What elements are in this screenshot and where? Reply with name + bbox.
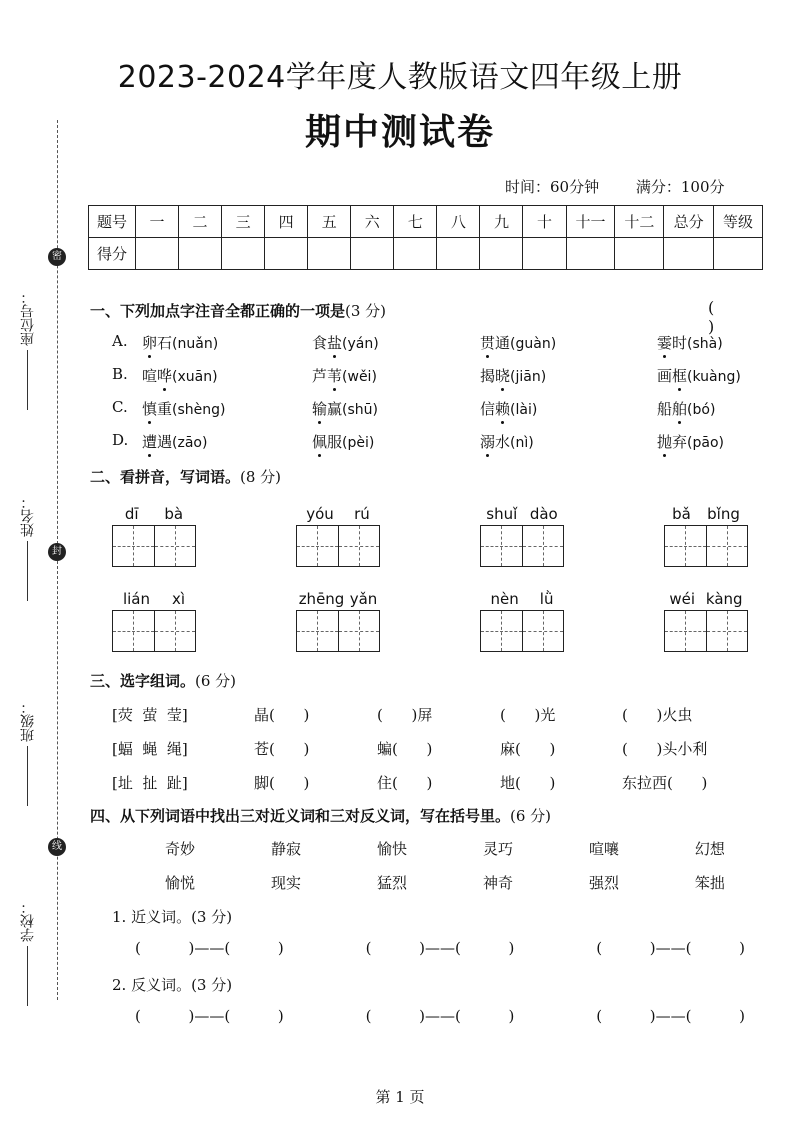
score-row-label: 得分 bbox=[89, 238, 136, 270]
writing-cell[interactable] bbox=[297, 611, 339, 651]
fill-blank[interactable]: ( )光 bbox=[500, 706, 556, 724]
score-input-cell[interactable] bbox=[437, 238, 480, 270]
score-header-cell: 五 bbox=[308, 206, 351, 238]
pinyin-label: dī bà bbox=[124, 505, 184, 523]
score-input-cell[interactable] bbox=[480, 238, 523, 270]
word-bank-item: 愉悦 bbox=[165, 874, 196, 892]
seal-feng: 封 bbox=[48, 543, 66, 561]
fill-blank[interactable]: 东拉西( ) bbox=[622, 774, 708, 792]
pinyin-label: lián xì bbox=[122, 590, 186, 608]
writing-grid[interactable] bbox=[664, 525, 748, 567]
score-header-cell: 七 bbox=[394, 206, 437, 238]
word-bank-item: 静寂 bbox=[270, 840, 301, 858]
option-word: 食盐(yán) bbox=[312, 334, 379, 352]
writing-cell[interactable] bbox=[523, 611, 564, 651]
score-input-cell[interactable] bbox=[394, 238, 437, 270]
option-word: 贯通(guàn) bbox=[480, 334, 557, 352]
option-word: 喧哗(xuān) bbox=[142, 367, 218, 385]
score-header-cell: 十 bbox=[523, 206, 566, 238]
word-bank-item: 猛烈 bbox=[376, 874, 407, 892]
option-word: 溺水(nì) bbox=[480, 433, 534, 451]
score-header-cell: 八 bbox=[437, 206, 480, 238]
word-bank-item: 现实 bbox=[270, 874, 301, 892]
class-field[interactable]: 班级： bbox=[8, 700, 48, 806]
word-bank-item: 神奇 bbox=[482, 874, 513, 892]
writing-cell[interactable] bbox=[155, 526, 196, 566]
writing-grid[interactable] bbox=[480, 525, 564, 567]
writing-cell[interactable] bbox=[339, 611, 380, 651]
score-input-cell[interactable] bbox=[664, 238, 714, 270]
score-header-cell: 等级 bbox=[714, 206, 763, 238]
score-header-cell: 题号 bbox=[89, 206, 136, 238]
score-header-cell: 十一 bbox=[566, 206, 615, 238]
exam-meta bbox=[505, 176, 757, 197]
score-input-cell[interactable] bbox=[523, 238, 566, 270]
writing-cell[interactable] bbox=[113, 526, 155, 566]
word-bank-item: 喧嚷 bbox=[588, 840, 619, 858]
question-3-title: 三、选字组词。(6 分) bbox=[90, 672, 237, 690]
score-header-cell: 一 bbox=[135, 206, 178, 238]
score-input-cell[interactable] bbox=[308, 238, 351, 270]
option-word: 卵石(nuǎn) bbox=[142, 334, 219, 352]
word-bank-item: 强烈 bbox=[588, 874, 619, 892]
writing-cell[interactable] bbox=[339, 526, 380, 566]
writing-grid[interactable] bbox=[296, 525, 380, 567]
score-input-cell[interactable] bbox=[178, 238, 221, 270]
name-field[interactable]: 姓名： bbox=[8, 495, 48, 601]
writing-grid[interactable] bbox=[112, 525, 196, 567]
writing-cell[interactable] bbox=[155, 611, 196, 651]
option-word: 芦苇(wěi) bbox=[312, 367, 377, 385]
word-bank-row-2 bbox=[165, 872, 725, 893]
option-word: 输赢(shū) bbox=[312, 400, 378, 418]
seal-mi: 密 bbox=[48, 248, 66, 266]
word-bank-row-1 bbox=[165, 838, 725, 859]
fill-blank[interactable]: ( )火虫 bbox=[622, 706, 693, 724]
fill-blank[interactable]: 晶( ) bbox=[254, 706, 310, 724]
binding-strip bbox=[0, 0, 80, 1132]
fill-blank[interactable]: 住( ) bbox=[377, 774, 433, 792]
score-input-cell[interactable] bbox=[265, 238, 308, 270]
option-word: 慎重(shèng) bbox=[142, 400, 226, 418]
writing-cell[interactable] bbox=[523, 526, 564, 566]
option-label: C. bbox=[112, 398, 128, 416]
word-bank-item: 笨拙 bbox=[694, 874, 725, 892]
writing-cell[interactable] bbox=[297, 526, 339, 566]
pinyin-label: yóu rú bbox=[306, 505, 370, 523]
writing-cell[interactable] bbox=[481, 611, 523, 651]
word-bank-item: 灵巧 bbox=[482, 840, 513, 858]
option-word: 画框(kuàng) bbox=[657, 367, 741, 385]
writing-grid[interactable] bbox=[664, 610, 748, 652]
antonym-label: 2. 反义词。(3 分) bbox=[112, 976, 233, 994]
question-2-title: 二、看拼音，写词语。(8 分) bbox=[90, 468, 282, 486]
score-header-cell: 总分 bbox=[664, 206, 714, 238]
writing-grid[interactable] bbox=[296, 610, 380, 652]
fill-blank[interactable]: ( )屏 bbox=[377, 706, 433, 724]
option-word: 船舶(bó) bbox=[657, 400, 716, 418]
option-word: 霎时(shà) bbox=[657, 334, 723, 352]
score-input-cell[interactable] bbox=[222, 238, 265, 270]
writing-cell[interactable] bbox=[481, 526, 523, 566]
score-header-cell: 十二 bbox=[615, 206, 664, 238]
score-header-cell: 二 bbox=[178, 206, 221, 238]
seal-xian: 线 bbox=[48, 838, 66, 856]
synonym-blanks[interactable]: ( )——( ) ( )——( ) ( )——( ) bbox=[135, 939, 745, 957]
character-options: [址 扯 趾] bbox=[112, 774, 188, 792]
score-table bbox=[88, 205, 763, 270]
option-word: 遭遇(zāo) bbox=[142, 433, 208, 451]
option-word: 佩服(pèi) bbox=[312, 433, 375, 451]
character-options: [蝠 蝇 绳] bbox=[112, 740, 188, 758]
antonym-blanks[interactable]: ( )——( ) ( )——( ) ( )——( ) bbox=[135, 1007, 745, 1025]
option-word: 揭晓(jiān) bbox=[480, 367, 547, 385]
score-header-cell: 三 bbox=[222, 206, 265, 238]
page-number: 第 1 页 bbox=[375, 1088, 425, 1106]
fill-blank[interactable]: 麻( ) bbox=[500, 740, 556, 758]
fill-blank[interactable]: 脚( ) bbox=[254, 774, 310, 792]
question-1-answer-box[interactable]: ( ) bbox=[708, 298, 743, 336]
word-bank-item: 愉快 bbox=[376, 840, 407, 858]
exam-subtitle: 期中测试卷 bbox=[304, 112, 495, 153]
fill-blank[interactable]: 蝙( ) bbox=[377, 740, 433, 758]
pinyin-label: bǎ bǐng bbox=[672, 505, 740, 523]
exam-title: 2023-2024学年度人教版语文四年级上册 bbox=[117, 60, 683, 95]
option-label: D. bbox=[112, 431, 129, 449]
option-label: B. bbox=[112, 365, 128, 383]
writing-cell[interactable] bbox=[665, 526, 707, 566]
word-bank-item: 幻想 bbox=[694, 840, 725, 858]
pinyin-label: nèn lǜ bbox=[490, 590, 554, 608]
score-input-row bbox=[89, 238, 763, 270]
question-4-title: 四、从下列词语中找出三对近义词和三对反义词，写在括号里。(6 分) bbox=[90, 807, 552, 825]
writing-grid[interactable] bbox=[112, 610, 196, 652]
score-input-cell[interactable] bbox=[615, 238, 664, 270]
score-header-cell: 四 bbox=[265, 206, 308, 238]
score-input-cell[interactable] bbox=[566, 238, 615, 270]
question-1-title: 一、下列加点字注音全都正确的一项是(3 分) bbox=[90, 302, 387, 320]
full-score: 满分：100分 bbox=[635, 178, 725, 196]
option-label: A. bbox=[112, 332, 128, 350]
synonym-label: 1. 近义词。(3 分) bbox=[112, 908, 233, 926]
writing-cell[interactable] bbox=[665, 611, 707, 651]
pinyin-label: zhēng yǎn bbox=[298, 590, 378, 608]
score-header-cell: 九 bbox=[480, 206, 523, 238]
score-header-row bbox=[89, 206, 763, 238]
pinyin-label: wéi kàng bbox=[669, 590, 743, 608]
pinyin-label: shuǐ dào bbox=[486, 505, 558, 523]
writing-grid[interactable] bbox=[480, 610, 564, 652]
writing-cell[interactable] bbox=[707, 526, 748, 566]
school-field[interactable]: 学校： bbox=[8, 900, 48, 1006]
character-options: [荧 萤 莹] bbox=[112, 706, 188, 724]
writing-cell[interactable] bbox=[707, 611, 748, 651]
score-input-cell[interactable] bbox=[351, 238, 394, 270]
option-word: 信赖(lài) bbox=[480, 400, 538, 418]
score-input-cell[interactable] bbox=[135, 238, 178, 270]
fill-blank[interactable]: 地( ) bbox=[500, 774, 556, 792]
fill-blank[interactable]: 苍( ) bbox=[254, 740, 310, 758]
writing-cell[interactable] bbox=[113, 611, 155, 651]
seat-number-field[interactable]: 座位号： bbox=[8, 290, 48, 410]
score-header-cell: 六 bbox=[351, 206, 394, 238]
score-input-cell[interactable] bbox=[714, 238, 763, 270]
time-limit: 时间：60分钟 bbox=[505, 178, 600, 196]
option-word: 抛弃(pāo) bbox=[657, 433, 724, 451]
fill-blank[interactable]: ( )头小利 bbox=[622, 740, 708, 758]
word-bank-item: 奇妙 bbox=[165, 840, 196, 858]
